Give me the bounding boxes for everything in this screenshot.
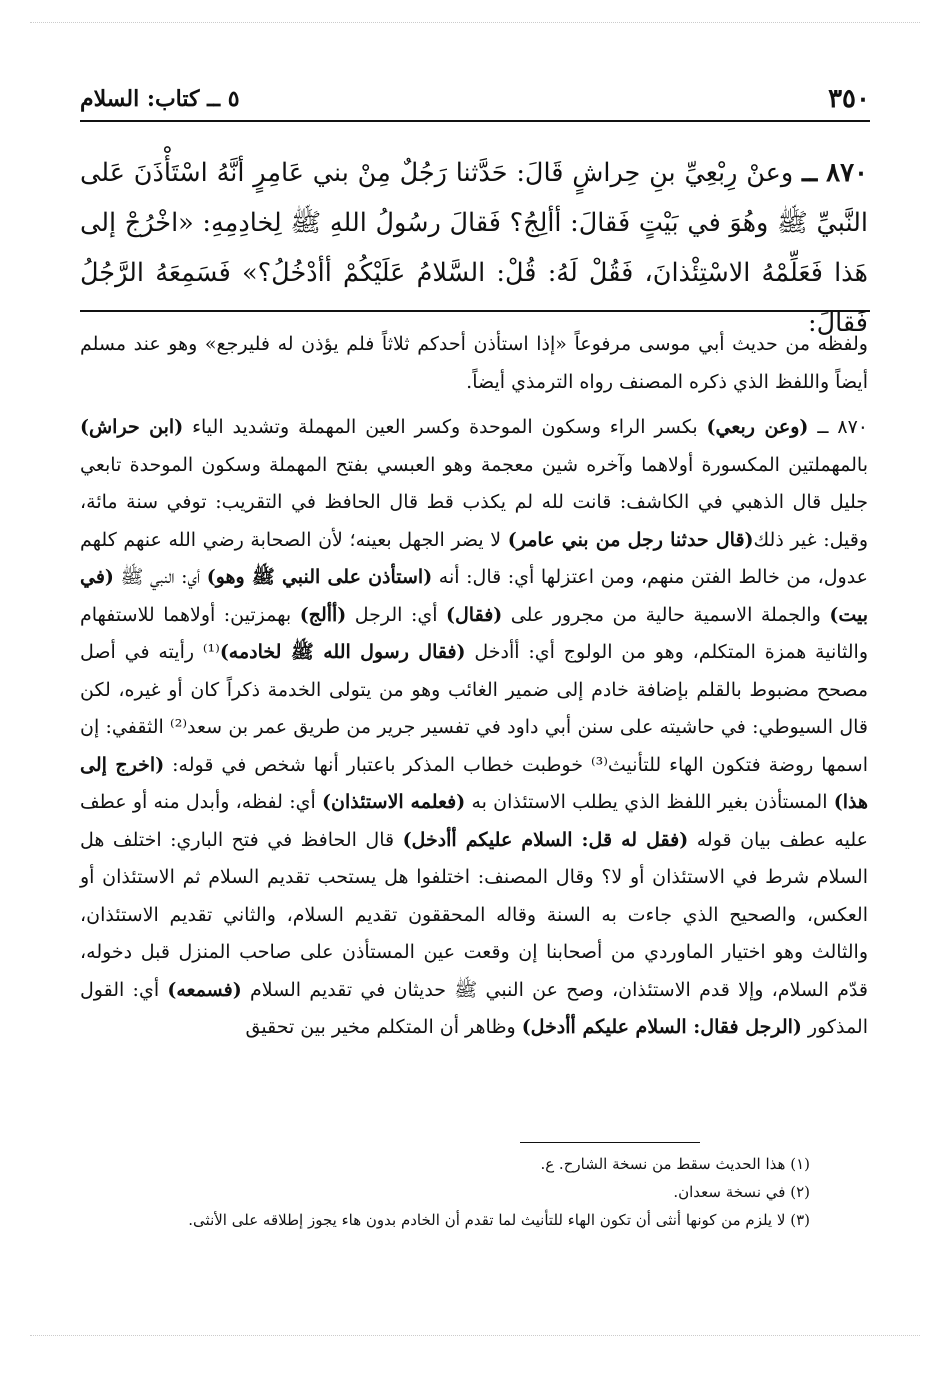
quote-8: (فقال رسول الله ﷺ لخادمه) — [219, 641, 466, 663]
footnote-1 — [80, 1150, 810, 1178]
footnote-text: لا يلزم من كونها أنثى أن تكون الهاء للتأنيث لما تقدم أن الخادم بدون هاء يجوز إطلاقه على الأنثى. — [188, 1211, 786, 1229]
text-10: أي: لفظه، وأبدل منه أو عطف عليه عطف بيان قوله — [80, 791, 868, 851]
scan-edge-top — [30, 22, 920, 31]
page-number: ٣٥٠ — [828, 84, 870, 114]
commentary-number: ٨٧٠ — [837, 416, 868, 438]
commentary-paragraph-1: ولفظه من حديث أبي موسى مرفوعاً «إذا استأذن أحدكم ثلاثاً فلم يؤذن له فليرجع» وهو عند مسلم أيضاً واللفظ الذي ذكره المصنف رواه الترمذي أيضاً. — [80, 333, 868, 393]
footnote-number: (٣) — [790, 1211, 810, 1229]
quote-5: (في بيت) — [80, 566, 868, 626]
quote-12: (فسمعه) — [167, 978, 242, 1001]
text-7: بهمزتين: أولاهما للاستفهام والثانية همزة المتكلم، وهو من الولوج أي: أأدخل — [80, 603, 869, 663]
footnote-2 — [80, 1178, 810, 1206]
page-header — [80, 80, 870, 122]
text-2: بالمهملتين المكسورة أولاهما وآخره شين معجمة وهو العبسي بفتح المهملة وسكون الموحدة تابعي جليل قال الذهبي في الكاشف: قانت لله لم يكذب قط قال الحافظ في التقريب: توفي سنة مائة، وقيل: غير ذلك — [80, 453, 868, 551]
text-3: لا يضر الجهل بعينه؛ لأن الصحابة رضي الله عنهم كلهم عدول، من خالط الفتن منهم، ومن اعتزلها أي: قال: أنه — [80, 528, 869, 588]
text-separator — [80, 310, 870, 312]
footnote-3 — [80, 1206, 810, 1234]
footnotes — [80, 1150, 810, 1234]
quote-1: (وعن ربعي) — [706, 416, 809, 438]
hadith-dash: ــ — [802, 158, 818, 188]
footnote-number: (٢) — [790, 1183, 810, 1201]
footnote-text: في نسخة سعدان. — [673, 1183, 786, 1201]
hadith-body: وعنْ رِبْعِيِّ بنِ حِراشٍ قَالَ: حَدَّثنا رَجُلٌ مِنْ بني عَامِرٍ أنَّهُ اسْتَأْذَنَ عَلى النَّبيِّ ﷺ وهُوَ في بَيْتٍ فَقالَ: أألِجُ؟ فَقالَ رسُولُ اللهِ ﷺ لِخادِمِهِ: «اخْرُجْ إلى هَذا فَعَلِّمْهُ الاسْتِئْذانَ، فَقُلْ لَهُ: قُلْ: السَّلامُ عَلَيْكُمْ أأدْخُلُ؟» فَسَمِعَهُ الرَّجُلُ فَقالَ: — [80, 158, 868, 338]
commentary — [80, 326, 868, 1047]
text-11: قال الحافظ في فتح الباري: اختلف هل السلام شرط في الاستئذان أو لا؟ وقال المصنف: اختلفوا هل يستحب تقديم السلام ثم الاستئذان أو العكس، والصحيح الذي جاءت به السنة وقاله المحققون تقديم السلام، والثاني تقديم الاستئذان، والثالث وهو اختيار الماوردي من أصحابنا إن وقعت عين المستأذن على صاحب المنزل قبل دخوله، قدّم السلام، وإلا قدم الاستئذان، وصح عن النبي ﷺ حديثان في تقديم السلام — [80, 828, 868, 1001]
text-4: أي: النبي ﷺ — [113, 566, 207, 588]
text-1: بكسر الراء وسكون الموحدة وكسر العين المهملة وتشديد الياء — [183, 416, 707, 438]
quote-4: (استأذن على النبي ﷺ وهو) — [206, 566, 433, 588]
commentary-paragraph-2 — [80, 409, 868, 1047]
text-13: وظاهر أن المتكلم مخير بين تحقيق — [245, 1016, 522, 1038]
scan-edge-bottom — [30, 1305, 920, 1336]
quote-10: (فعلمه الاستئذان) — [322, 791, 466, 813]
running-title: ٥ ــ كتاب: السلام — [80, 86, 240, 112]
quote-2: (ابن حراش) — [80, 416, 184, 438]
hadith-number: ٨٧٠ — [826, 158, 869, 188]
text-9: المستأذن بغير اللفظ الذي يطلب الاستئذان به — [465, 791, 834, 813]
commentary-dash: ــ — [817, 416, 829, 438]
footnote-number: (١) — [790, 1155, 810, 1173]
hadith-text — [80, 148, 868, 348]
quote-6: (فقال) — [446, 603, 503, 626]
footnote-text: هذا الحديث سقط من نسخة الشارح. ع. — [540, 1155, 786, 1173]
text-6: أي: الرجل — [346, 603, 447, 626]
text-8: ⁽¹⁾ رأيته في أصل مصحح مضبوط بالقلم بإضافة خادم إلى ضمير الغائب وهو من يتولى الخدمة ذكراً كان أو غيره، لكن قال السيوطي: في حاشيته على سنن أبي داود في تفسير جرير من طريق عمر بن سعد⁽²⁾ الثقفي: إن اسمها روضة فتكون الهاء للتأنيث⁽³⁾ خوطبت خطاب المذكر باعتبار أنها شخص في قوله: — [80, 641, 868, 776]
text-12: أي: القول المذكور — [80, 978, 868, 1038]
quote-11: (فقل له قل: السلام عليكم أأدخل) — [402, 828, 689, 851]
footnote-separator — [520, 1142, 700, 1143]
text-5: والجملة الاسمية حالية من مجرور على — [502, 603, 830, 626]
quote-7: (أألج) — [299, 603, 347, 626]
quote-13: (الرجل فقال: السلام عليكم أأدخل) — [521, 1016, 802, 1038]
quote-9: (اخرج إلى هذا) — [80, 753, 868, 813]
quote-3: (قال حدثنا رجل من بني عامر) — [507, 528, 754, 551]
